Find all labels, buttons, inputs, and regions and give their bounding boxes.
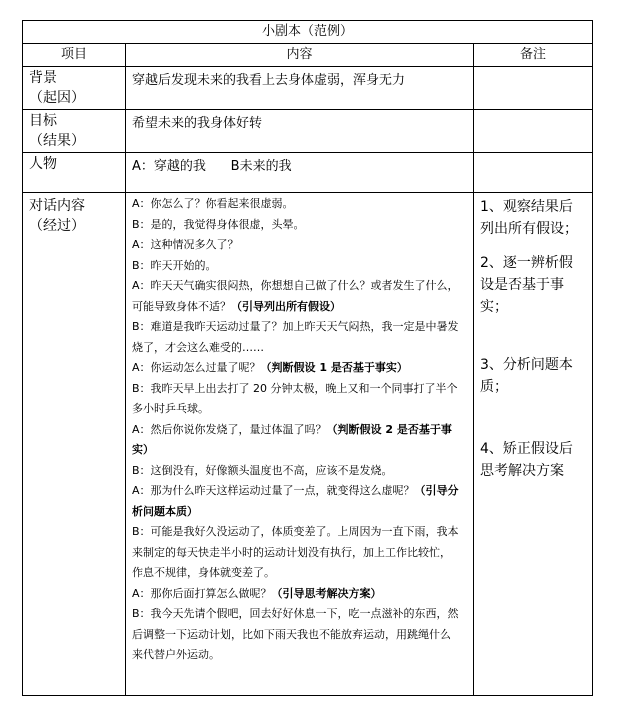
dialogue-notes bbox=[480, 194, 586, 482]
dialogue-line-text: A：这种情况多久了？ bbox=[132, 238, 239, 251]
goal-remark-cell bbox=[474, 110, 593, 153]
dialogue-line-text: B：我昨天早上出去打了 20 分钟太极，晚上又和一个同事打了半个多小时乒乓球。 bbox=[132, 381, 458, 415]
dialogue-line bbox=[132, 461, 461, 482]
note-3: 3、分析问题本质； bbox=[480, 357, 573, 395]
dialogue-label: 对话内容 （经过） bbox=[29, 198, 85, 234]
sheet-title: 小剧本（范例） bbox=[23, 21, 593, 44]
background-label: 背景 （起因） bbox=[29, 70, 85, 106]
characters-label: 人物 bbox=[29, 156, 57, 172]
background-label-cell bbox=[23, 67, 126, 110]
dialogue-line-text: B：我今天先请个假吧，回去好好休息一下，吃一点滋补的东西，然后调整一下运动计划，比如下雨天我也不能放弃运动，用跳绳什么来代替户外运动。 bbox=[132, 607, 459, 661]
dialogue-line-hint: （判断假设 1 是否基于事实） bbox=[260, 361, 408, 374]
dialogue-line bbox=[132, 481, 461, 522]
dialogue-line-text: B：可能是我好久没运动了，体质变差了。上周因为一直下雨，我本来制定的每天快走半小时的运动计划没有执行，加上工作比较忙，作息不规律，身体就变差了。 bbox=[132, 525, 459, 579]
goal-label: 目标 （结果） bbox=[29, 113, 85, 149]
dialogue-line bbox=[132, 379, 461, 420]
row-characters bbox=[23, 153, 593, 193]
dialogue-line bbox=[132, 276, 461, 317]
dialogue-line bbox=[132, 358, 461, 379]
script-sheet bbox=[22, 20, 592, 696]
goal-content: 希望未来的我身体好转 bbox=[132, 116, 263, 131]
dialogue-line-text: A：你怎么了？你看起来很虚弱。 bbox=[132, 197, 294, 210]
characters-content-cell bbox=[126, 153, 474, 193]
dialogue-line bbox=[132, 604, 461, 666]
dialogue-line-text: B：这倒没有，好像额头温度也不高，应该不是发烧。 bbox=[132, 463, 393, 477]
note-4: 4、矫正假设后思考解决方案 bbox=[480, 441, 573, 479]
goal-content-cell bbox=[126, 110, 474, 153]
dialogue-line-text: A：然后你说你发烧了，量过体温了吗？ bbox=[132, 422, 327, 436]
dialogue-line-text: A：那为什么昨天这样运动过量了一点，就变得这么虚呢？ bbox=[132, 484, 415, 497]
dialogue-line bbox=[132, 522, 461, 584]
row-dialogue bbox=[23, 193, 593, 696]
goal-label-cell bbox=[23, 110, 126, 153]
dialogue-line-text: A：你运动怎么过量了呢？ bbox=[132, 361, 261, 374]
header-content: 内容 bbox=[126, 44, 474, 67]
background-remark-cell bbox=[474, 67, 593, 110]
dialogue-line-hint: （判断假设 2 是否基于事实） bbox=[132, 422, 452, 456]
dialogue-line-text: B：昨天开始的。 bbox=[132, 258, 217, 272]
header-item: 项目 bbox=[23, 44, 126, 67]
dialogue-line-text: A：昨天天气确实很闷热，你想想自己做了什么？或者发生了什么，可能导致身体不适？ bbox=[132, 279, 459, 313]
dialogue-content-cell bbox=[126, 193, 474, 696]
dialogue-line-text: B：是的，我觉得身体很虚，头晕。 bbox=[132, 217, 305, 231]
dialogue-line bbox=[132, 584, 461, 605]
row-goal bbox=[23, 110, 593, 153]
background-content-cell bbox=[126, 67, 474, 110]
dialogue-line bbox=[132, 215, 461, 236]
dialogue-line-text: A：那你后面打算怎么做呢？ bbox=[132, 586, 272, 600]
row-background bbox=[23, 67, 593, 110]
dialogue-label-cell bbox=[23, 193, 126, 696]
characters-remark-cell bbox=[474, 153, 593, 193]
title-row bbox=[23, 21, 593, 44]
note-2: 2、逐一辨析假设是否基于事实； bbox=[480, 255, 573, 315]
characters-content: A：穿越的我 B未来的我 bbox=[132, 159, 292, 174]
dialogue-line bbox=[132, 317, 461, 358]
characters-label-cell bbox=[23, 153, 126, 193]
dialogue-line-text: B：难道是我昨天运动过量了？加上昨天天气闷热，我一定是中暑发烧了，才会这么难受的…… bbox=[132, 320, 459, 354]
dialogue-line bbox=[132, 256, 461, 277]
dialogue-line bbox=[132, 420, 461, 461]
dialogue-lines bbox=[132, 194, 467, 666]
dialogue-remark-cell bbox=[474, 193, 593, 696]
note-1: 1、观察结果后列出所有假设； bbox=[480, 199, 578, 237]
dialogue-line bbox=[132, 194, 461, 215]
dialogue-line bbox=[132, 235, 461, 256]
dialogue-line-hint: （引导列出所有假设） bbox=[231, 299, 341, 313]
script-table bbox=[22, 20, 593, 696]
dialogue-line-hint: （引导思考解决方案） bbox=[271, 586, 382, 600]
header-remark: 备注 bbox=[474, 44, 593, 67]
header-row bbox=[23, 44, 593, 67]
dialogue-line-hint: （引导分析问题本质） bbox=[132, 484, 459, 518]
background-content: 穿越后发现未来的我看上去身体虚弱，浑身无力 bbox=[132, 73, 406, 88]
